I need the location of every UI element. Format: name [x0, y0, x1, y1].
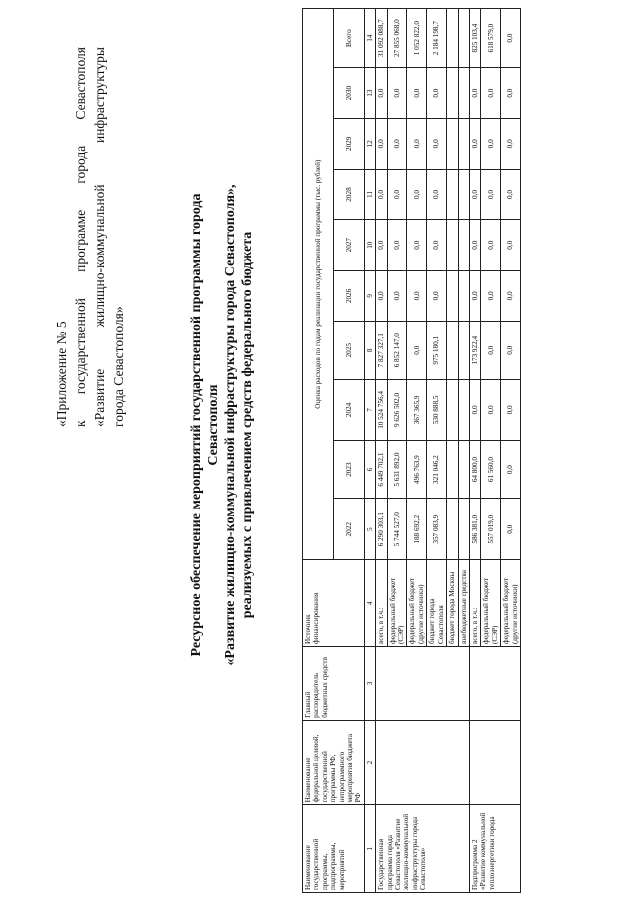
total-cell: 0,0: [501, 9, 521, 68]
header-year: 2030: [333, 68, 364, 119]
appendix-word: «Развитие: [92, 368, 107, 427]
header-row: [303, 9, 334, 893]
year-value-cell: 0,0: [387, 68, 407, 119]
year-value-cell: 0,0: [481, 379, 501, 440]
column-index: 4: [364, 560, 375, 647]
year-value-cell: [447, 441, 458, 499]
year-value-cell: 975 180,1: [427, 321, 447, 379]
year-value-cell: 0,0: [481, 68, 501, 119]
year-value-cell: 0,0: [481, 271, 501, 322]
resource-table: [302, 8, 521, 893]
year-value-cell: 61 560,0: [481, 441, 501, 499]
year-value-cell: 0,0: [427, 271, 447, 322]
year-value-cell: 0,0: [501, 220, 521, 271]
year-value-cell: 173 922,4: [469, 321, 480, 379]
year-value-cell: 0,0: [501, 271, 521, 322]
appendix-line-3: [90, 47, 109, 427]
year-value-cell: [447, 68, 458, 119]
title-line-2: «Развитие жилищно-коммунальной инфраструктуры города Севастополя»,: [223, 184, 238, 666]
year-value-cell: [458, 220, 469, 271]
year-value-cell: 188 692,2: [407, 499, 427, 560]
total-cell: 618 579,0: [481, 9, 501, 68]
title-line-1: Ресурсное обеспечение мероприятий государственной программы города Севастополя: [189, 193, 221, 657]
column-index: 11: [364, 169, 375, 220]
funding-source-cell: всего, в т.ч.:: [376, 560, 387, 647]
header-year: 2026: [333, 271, 364, 322]
year-value-cell: 0,0: [481, 220, 501, 271]
table-row: [469, 9, 480, 893]
column-index: 6: [364, 441, 375, 499]
year-value-cell: [458, 321, 469, 379]
year-value-cell: 0,0: [387, 271, 407, 322]
year-value-cell: [447, 118, 458, 169]
year-value-cell: 9 626 502,0: [387, 379, 407, 440]
year-value-cell: 0,0: [501, 169, 521, 220]
header-budget-manager: Главный распорядитель бюджетных средств: [303, 646, 365, 720]
year-value-cell: 0,0: [469, 379, 480, 440]
table-row: [376, 9, 387, 893]
appendix-word: Севастополя: [73, 47, 88, 120]
column-index: 1: [364, 805, 375, 893]
year-value-cell: 0,0: [469, 68, 480, 119]
year-value-cell: [447, 499, 458, 560]
appendix-word: государственной: [73, 298, 88, 395]
column-index: 3: [364, 646, 375, 720]
year-value-cell: 0,0: [427, 118, 447, 169]
appendix-word: программе: [73, 209, 88, 272]
header-year: 2027: [333, 220, 364, 271]
funding-source-cell: всего, в т.ч.:: [469, 560, 480, 647]
year-value-cell: 557 019,0: [481, 499, 501, 560]
title-line-3: реализуемых с привлечением средств федерального бюджета: [240, 231, 255, 619]
year-value-cell: 367 365,9: [407, 379, 427, 440]
year-value-cell: 0,0: [501, 499, 521, 560]
year-value-cell: [458, 379, 469, 440]
total-cell: 27 855 068,0: [387, 9, 407, 68]
appendix-word: города: [73, 145, 88, 184]
header-program-name: Наименование государственной программы, подпрограммы, мероприятий: [303, 805, 365, 893]
year-value-cell: 0,0: [481, 321, 501, 379]
funding-source-cell: внебюджетные средства: [458, 560, 469, 647]
budget-manager-cell: [376, 646, 470, 720]
appendix-line-4: города Севастополя»: [111, 306, 126, 427]
total-cell: 31 092 088,7: [376, 9, 387, 68]
appendix-line-2: [71, 47, 90, 427]
funding-source-cell: федеральный бюджет (СЭР): [387, 560, 407, 647]
funding-source-cell: бюджет города Москвы: [447, 560, 458, 647]
total-cell: [447, 9, 458, 68]
total-cell: 825 103,4: [469, 9, 480, 68]
total-cell: [458, 9, 469, 68]
year-value-cell: 5 631 892,0: [387, 441, 407, 499]
header-total: Всего: [333, 9, 364, 68]
header-year: 2022: [333, 499, 364, 560]
year-value-cell: 0,0: [376, 169, 387, 220]
year-value-cell: [447, 271, 458, 322]
federal-program-cell: [376, 720, 470, 804]
year-value-cell: [458, 169, 469, 220]
year-value-cell: [447, 321, 458, 379]
year-value-cell: [458, 68, 469, 119]
appendix-word: инфраструктуры: [92, 47, 107, 144]
funding-source-cell: федеральный бюджет (СЭР): [481, 560, 501, 647]
year-value-cell: 321 046,2: [427, 441, 447, 499]
document-title: [188, 175, 256, 675]
header-year: 2028: [333, 169, 364, 220]
year-value-cell: 530 888,5: [427, 379, 447, 440]
year-value-cell: 7 827 327,1: [376, 321, 387, 379]
year-value-cell: 5 744 527,0: [387, 499, 407, 560]
year-value-cell: 0,0: [469, 169, 480, 220]
column-index: 10: [364, 220, 375, 271]
year-value-cell: 0,0: [407, 220, 427, 271]
year-value-cell: 0,0: [469, 220, 480, 271]
year-value-cell: 0,0: [376, 118, 387, 169]
year-value-cell: 0,0: [407, 321, 427, 379]
year-value-cell: 0,0: [376, 220, 387, 271]
funding-source-cell: федеральный бюджет (другие источники): [407, 560, 427, 647]
year-value-cell: 0,0: [387, 118, 407, 169]
year-value-cell: 0,0: [469, 271, 480, 322]
year-value-cell: 0,0: [469, 118, 480, 169]
appendix-word: жилищно-коммунальной: [92, 184, 107, 328]
header-year: 2029: [333, 118, 364, 169]
header-estimate-group: Оценка расходов по годам реализации государственной программы (тыс. рублей): [303, 9, 334, 560]
year-value-cell: 0,0: [407, 68, 427, 119]
column-index: 7: [364, 379, 375, 440]
funding-source-cell: федеральный бюджет (другие источники): [501, 560, 521, 647]
year-value-cell: [447, 379, 458, 440]
appendix-caption: [52, 47, 128, 427]
column-index: 13: [364, 68, 375, 119]
year-value-cell: 0,0: [501, 379, 521, 440]
column-index: 5: [364, 499, 375, 560]
total-cell: 1 052 822,0: [407, 9, 427, 68]
federal-program-cell: [469, 720, 520, 804]
column-index: 2: [364, 720, 375, 804]
year-value-cell: 496 763,9: [407, 441, 427, 499]
year-value-cell: 0,0: [481, 169, 501, 220]
year-value-cell: 357 083,9: [427, 499, 447, 560]
header-year: 2024: [333, 379, 364, 440]
year-value-cell: 0,0: [501, 441, 521, 499]
year-value-cell: [447, 220, 458, 271]
year-value-cell: 0,0: [387, 220, 407, 271]
year-value-cell: 6 852 147,0: [387, 321, 407, 379]
funding-source-cell: бюджет города Севастополя: [427, 560, 447, 647]
year-value-cell: 0,0: [407, 169, 427, 220]
year-value-cell: 0,0: [407, 118, 427, 169]
program-name-cell: Государственная программа города Севастополя «Развитие жилищно-коммунальной инфраструктуры города Севастополя»: [376, 805, 470, 893]
year-value-cell: [458, 118, 469, 169]
column-index: 14: [364, 9, 375, 68]
program-name-cell: Подпрограмма 2 «Развитие коммунальной теплоэнергетики города: [469, 805, 520, 893]
year-value-cell: 0,0: [501, 321, 521, 379]
budget-manager-cell: [469, 646, 520, 720]
year-value-cell: 0,0: [501, 118, 521, 169]
total-cell: 2 184 198,7: [427, 9, 447, 68]
year-value-cell: 10 524 756,4: [376, 379, 387, 440]
header-funding-source: Источник финансирования: [303, 560, 365, 647]
year-value-cell: 0,0: [501, 68, 521, 119]
year-value-cell: 6 449 702,1: [376, 441, 387, 499]
year-value-cell: 0,0: [481, 118, 501, 169]
year-value-cell: 0,0: [427, 220, 447, 271]
column-index-row: [364, 9, 375, 893]
column-index: 12: [364, 118, 375, 169]
year-value-cell: [458, 271, 469, 322]
header-year: 2025: [333, 321, 364, 379]
year-value-cell: 0,0: [376, 68, 387, 119]
year-value-cell: 0,0: [427, 169, 447, 220]
year-value-cell: [458, 499, 469, 560]
year-value-cell: [447, 169, 458, 220]
year-value-cell: 64 800,0: [469, 441, 480, 499]
column-index: 9: [364, 271, 375, 322]
header-federal-program: Наименование федеральной целевой, государственной программы РФ, непрограммного мероприятия бюджета РФ: [303, 720, 365, 804]
appendix-line-1: «Приложение № 5: [54, 321, 69, 427]
year-value-cell: 0,0: [407, 271, 427, 322]
column-index: 8: [364, 321, 375, 379]
header-year: 2023: [333, 441, 364, 499]
year-value-cell: [458, 441, 469, 499]
year-value-cell: 6 290 303,1: [376, 499, 387, 560]
appendix-word: к: [73, 420, 88, 427]
year-value-cell: 0,0: [376, 271, 387, 322]
year-value-cell: 0,0: [427, 68, 447, 119]
year-value-cell: 586 381,0: [469, 499, 480, 560]
year-value-cell: 0,0: [387, 169, 407, 220]
